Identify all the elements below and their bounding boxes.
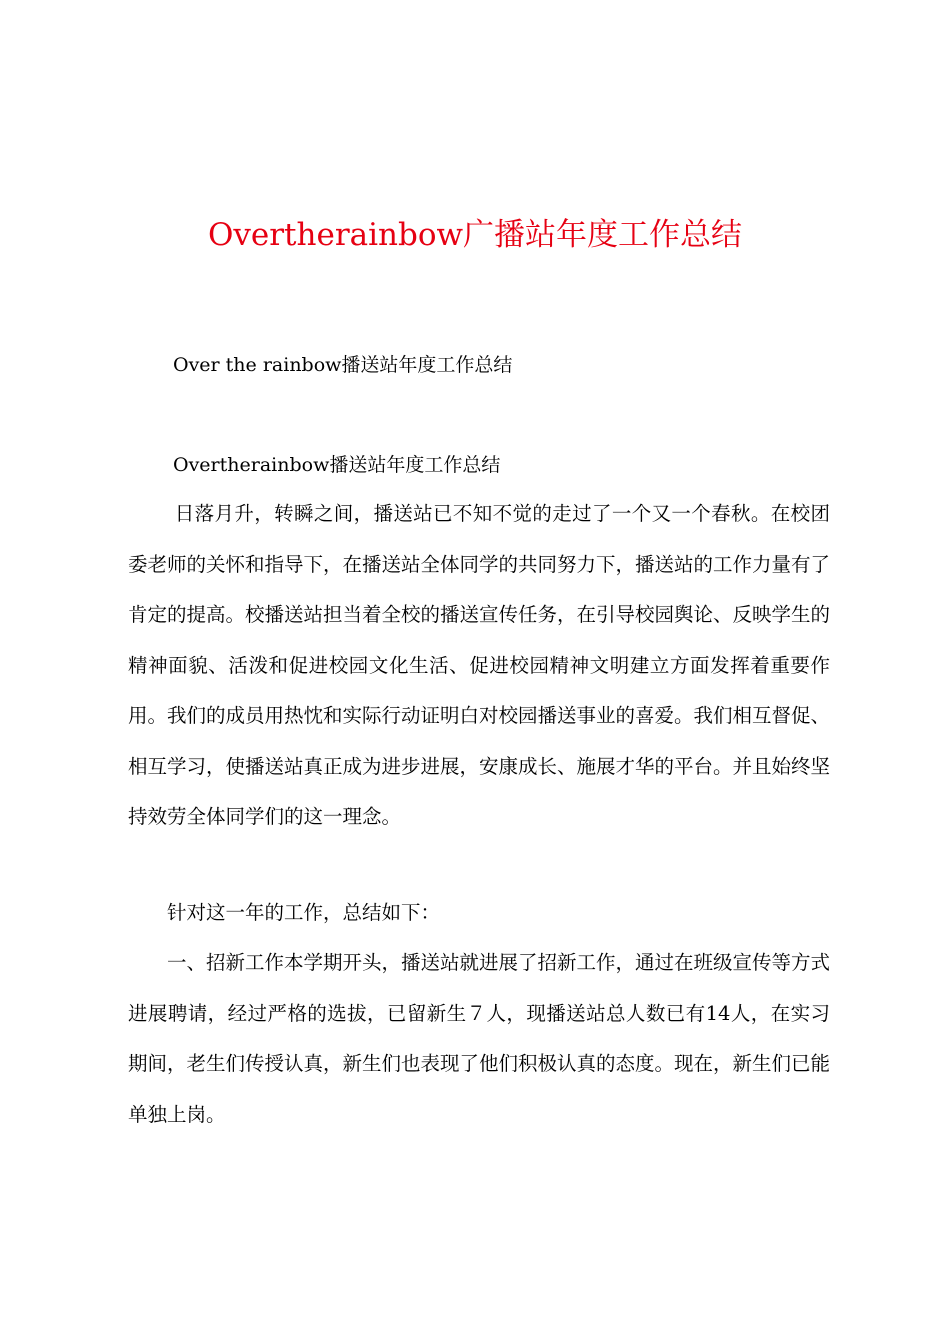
paragraph-intro: 日落月升，转瞬之间，播送站已不知不觉的走过了一个又一个春秋。在校团委老师的关怀和指导下，在播送站全体同学的共同努力下，播送站的工作力量有了肯定的提高。校播送站担当着全校的播送宣传任务，在引导校园舆论、反映学生的精神面貌、活泼和促进校园文化生活、促进校园精神文明建立方面发挥着重要作用。我们的成员用热忱和实际行动证明白对校园播送事业的喜爱。我们相互督促、相互学习，使播送站真正成为进步进展，安康成长、施展才华的平台。并且始终坚持效劳全体同学们的这一理念。: [128, 502, 831, 828]
document-title: Overtherainbow广播站年度工作总结: [207, 217, 743, 253]
paragraph-recruitment: 一、招新工作本学期开头，播送站就进展了招新工作，通过在班级宣传等方式进展聘请，经过严格的选拔，已留新生７人，现播送站总人数已有14人，在实习期间，老生们传授认真，新生们也表现了他们积极认真的态度。现在，新生们已能单独上岗。: [128, 951, 831, 1126]
document-subtitle-1: Over the rainbow播送站年度工作总结: [173, 354, 513, 376]
paragraph-summary-lead: 针对这一年的工作，总结如下：: [167, 901, 441, 924]
document-subtitle-2: Overtherainbow播送站年度工作总结: [173, 454, 501, 476]
